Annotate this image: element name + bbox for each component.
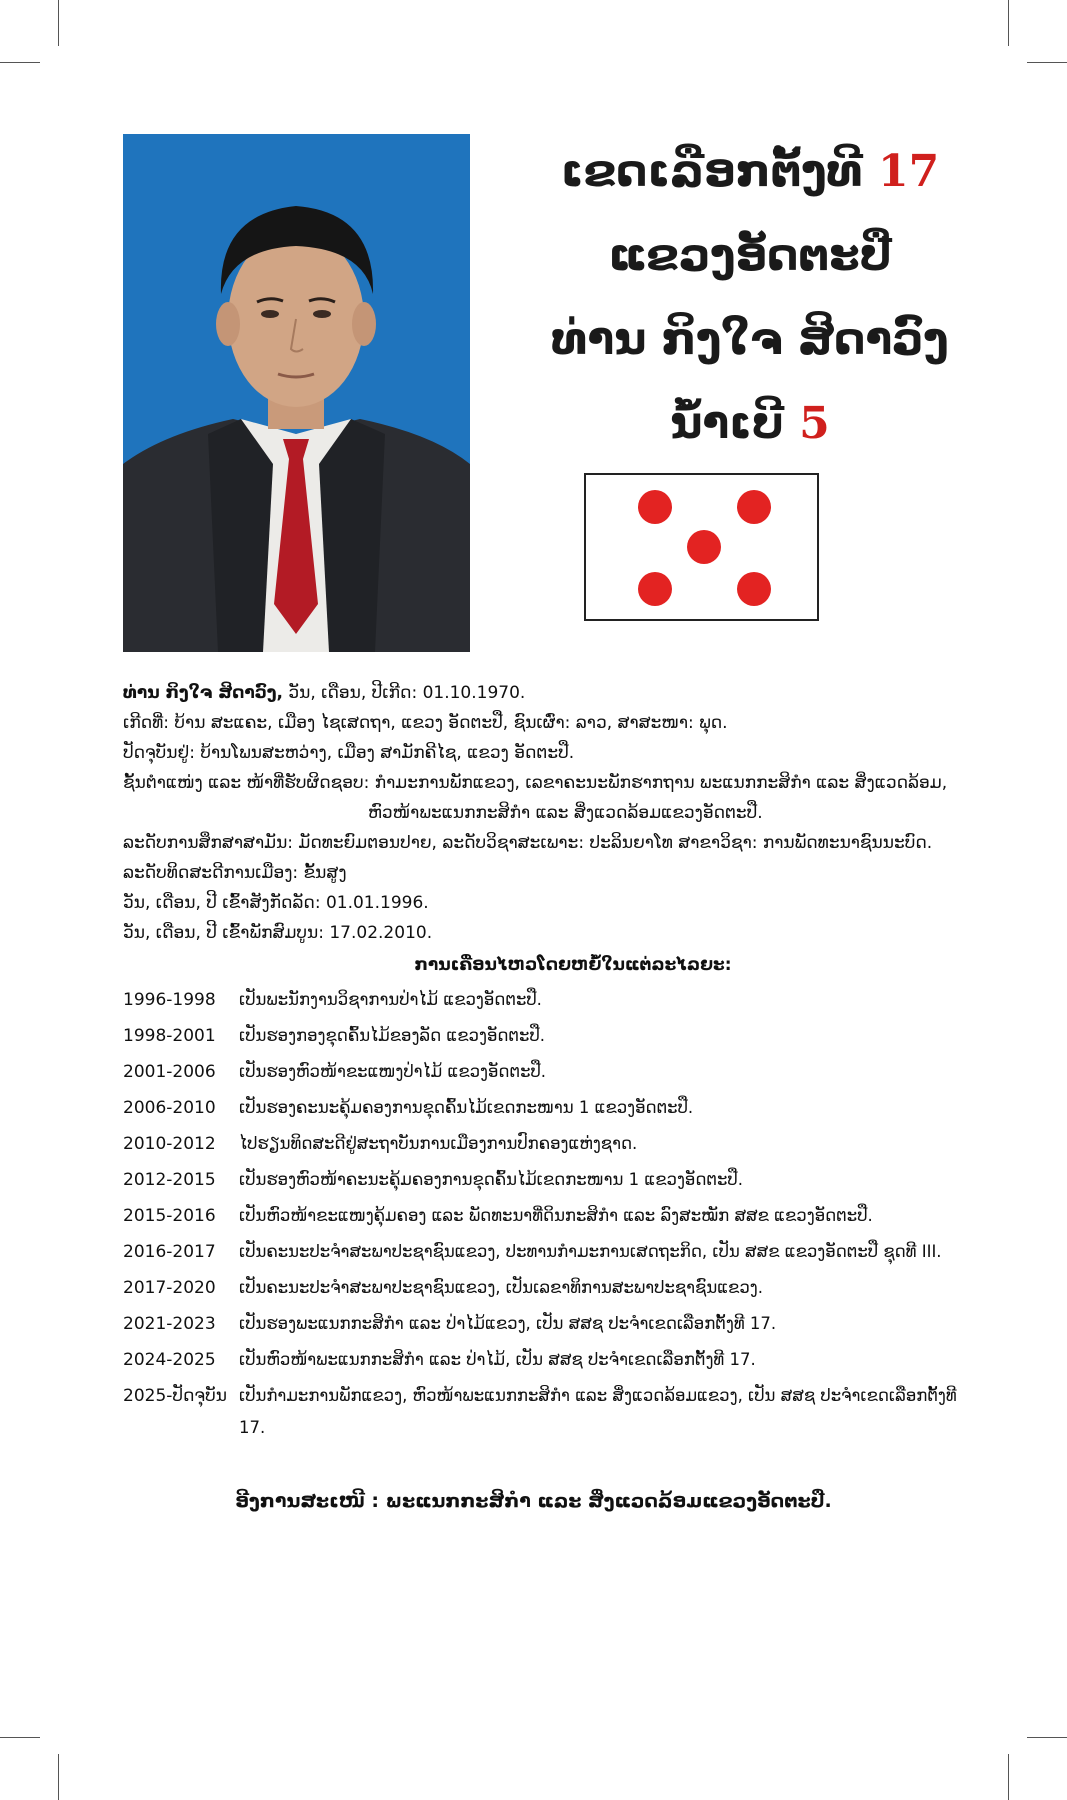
history-years: 2016-2017 bbox=[123, 1242, 216, 1262]
bio-position: ຊັ້ນຕໍາແໜ່ງ ແລະ ໜ້າທີ່ຮັບຜິດຊອບ: ກໍາມະການພັກແຂວງ, ເລຂາຄະນະພັກຮາກຖານ ພະແນກກະສິກໍາ ແລະ ສິ່ງແວດລ້ອມ, bbox=[123, 773, 948, 793]
history-years: 2001-2006 bbox=[123, 1062, 216, 1082]
crop-mark bbox=[1008, 1754, 1009, 1800]
history-years: 2025-ປັດຈຸບັນ bbox=[123, 1386, 227, 1406]
history-text: ເປັນຮອງຫົວໜ້າຄະນະຄຸ້ມຄອງການຂຸດຄົ້ນໄມ້ເຂດກະໜານ 1 ແຂວງອັດຕະປື. bbox=[239, 1170, 743, 1189]
history-row bbox=[123, 1018, 963, 1054]
history-row bbox=[123, 1306, 963, 1342]
constituency-label: ເຂດເລືອກຕັ້ງທີ bbox=[560, 146, 863, 197]
candidate-portrait bbox=[123, 134, 470, 652]
history-text: ໄປຮຽນທິດສະດີຢູ່ສະຖາບັນການເມືອງການປົກຄອງແຫ່ງຊາດ. bbox=[239, 1134, 638, 1153]
history-text: ເປັນກໍາມະການພັກແຂວງ, ຫົວໜ້າພະແນກກະສິກໍາ ແລະ ສິ່ງແວດລ້ອມແຂວງ, ເປັນ ສສຊ ປະຈໍາເຂດເລືອກຕັ້ງທີ 17. bbox=[239, 1386, 957, 1437]
history-years: 1996-1998 bbox=[123, 990, 216, 1010]
ballot-dot bbox=[638, 490, 672, 524]
history-row bbox=[123, 1378, 963, 1444]
bio-dob: ວັນ, ເດືອນ, ປີເກີດ: 01.10.1970. bbox=[282, 683, 526, 703]
crop-mark bbox=[0, 62, 40, 63]
history-text: ເປັນຮອງຄະນະຄຸ້ມຄອງການຂຸດຄົ້ນໄມ້ເຂດກະໜານ 1 ແຂວງອັດຕະປື. bbox=[239, 1098, 694, 1117]
bio-residence: ປັດຈຸບັນຢູ່: ບ້ານໂພນສະຫວ່າງ, ເມືອງ ສາມັກຄີໄຊ, ແຂວງ ອັດຕະປື. bbox=[123, 743, 575, 763]
bio-political-level: ລະດັບທິດສະດີການເມືອງ: ຂັ້ນສູງ bbox=[123, 863, 347, 883]
biography bbox=[123, 678, 963, 1444]
bio-position-cont: ຫົວໜ້າພະແນກກະສິກໍາ ແລະ ສິ່ງແວດລ້ອມແຂວງອັດຕະປື. bbox=[368, 803, 763, 823]
constituency-title bbox=[520, 130, 980, 214]
bio-joined-party: ວັນ, ເດືອນ, ປີ ເຂົ້າພັກສົມບູນ: 17.02.2010. bbox=[123, 923, 433, 943]
history-row bbox=[123, 1234, 963, 1270]
crop-mark bbox=[1027, 1737, 1067, 1738]
candidate-number: 5 bbox=[799, 398, 830, 449]
ballot-dot bbox=[737, 490, 771, 524]
bio-name-line bbox=[123, 678, 963, 708]
history-years: 2012-2015 bbox=[123, 1170, 216, 1190]
crop-mark bbox=[1027, 62, 1067, 63]
number-label: ນໍ້າເບີ bbox=[670, 398, 784, 449]
history-row bbox=[123, 1126, 963, 1162]
candidate-name-title: ທ່ານ ກິງໃຈ ສິດາວົງ bbox=[551, 314, 949, 365]
crop-mark bbox=[58, 1754, 59, 1800]
bio-education: ລະດັບການສຶກສາສາມັນ: ມັດທະຍົມຕອນປາຍ, ລະດັບວິຊາສະເພາະ: ປະລິນຍາໂທ ສາຂາວິຊາ: ການພັດທະນາຊົນນະບົດ. bbox=[123, 833, 933, 853]
history-years: 2021-2023 bbox=[123, 1314, 216, 1334]
candidate-header bbox=[520, 130, 980, 466]
province-title: ແຂວງອັດຕະປື bbox=[608, 230, 892, 281]
history-text: ເປັນຄະນະປະຈໍາສະພາປະຊາຊົນແຂວງ, ເປັນເລຂາທິການສະພາປະຊາຊົນແຂວງ. bbox=[239, 1278, 763, 1297]
history-row bbox=[123, 1198, 963, 1234]
history-row bbox=[123, 1054, 963, 1090]
history-heading: ການເຄື່ອນໄຫວໂດຍຫຍໍ້ໃນແຕ່ລະໄລຍະ: bbox=[414, 955, 732, 975]
history-text: ເປັນຄະນະປະຈໍາສະພາປະຊາຊົນແຂວງ, ປະທານກໍາມະການເສດຖະກິດ, ເປັນ ສສຂ ແຂວງອັດຕະປື ຊຸດທີ III. bbox=[239, 1242, 942, 1261]
crop-mark bbox=[1008, 0, 1009, 46]
bio-joined-state: ວັນ, ເດືອນ, ປີ ເຂົ້າສັງກັດລັດ: 01.01.1996. bbox=[123, 893, 429, 913]
candidate-number-title bbox=[520, 382, 980, 466]
history-text: ເປັນຮອງຫົວໜ້າຂະແໜງປ່າໄມ້ ແຂວງອັດຕະປື. bbox=[239, 1062, 547, 1081]
history-row bbox=[123, 982, 963, 1018]
constituency-number: 17 bbox=[877, 146, 940, 197]
history-row bbox=[123, 1162, 963, 1198]
ballot-dot bbox=[687, 530, 721, 564]
history-text: ເປັນຮອງພະແນກກະສິກໍາ ແລະ ປ່າໄມ້ແຂວງ, ເປັນ ສສຊ ປະຈໍາເຂດເລືອກຕັ້ງທີ 17. bbox=[239, 1314, 777, 1333]
history-text: ເປັນພະນັກງານວິຊາການປ່າໄມ້ ແຂວງອັດຕະປື. bbox=[239, 990, 542, 1009]
history-years: 2010-2012 bbox=[123, 1134, 216, 1154]
bio-name: ທ່ານ ກິງໃຈ ສິດາວົງ, bbox=[123, 683, 283, 703]
history-row bbox=[123, 1090, 963, 1126]
bio-birthplace: ເກີດທີ່: ບ້ານ ສະແຄະ, ເມືອງ ໄຊເສດຖາ, ແຂວງ ອັດຕະປື, ຊົນເຜົ່າ: ລາວ, ສາສະໜາ: ພຸດ. bbox=[123, 713, 728, 733]
history-row bbox=[123, 1342, 963, 1378]
history-years: 2006-2010 bbox=[123, 1098, 216, 1118]
history-years: 2017-2020 bbox=[123, 1278, 216, 1298]
crop-mark bbox=[0, 1737, 40, 1738]
history-years: 2015-2016 bbox=[123, 1206, 216, 1226]
crop-mark bbox=[58, 0, 59, 46]
history-years: 1998-2001 bbox=[123, 1026, 216, 1046]
history-list bbox=[123, 982, 963, 1444]
ballot-number-box bbox=[584, 473, 819, 621]
footer-source: ອີງການສະເໜີ : ພະແນກກະສິກໍາ ແລະ ສິ່ງແວດລ້ອມແຂວງອັດຕະປື. bbox=[235, 1490, 832, 1512]
ballot-dot bbox=[638, 572, 672, 606]
history-text: ເປັນຫົວໜ້າຂະແໜງຄຸ້ມຄອງ ແລະ ພັດທະນາທີ່ດິນກະສິກໍາ ແລະ ລົງສະໝັກ ສສຂ ແຂວງອັດຕະປື. bbox=[239, 1206, 873, 1225]
history-text: ເປັນຫົວໜ້າພະແນກກະສິກໍາ ແລະ ປ່າໄມ້, ເປັນ ສສຊ ປະຈໍາເຂດເລືອກຕັ້ງທີ 17. bbox=[239, 1350, 756, 1369]
history-years: 2024-2025 bbox=[123, 1350, 216, 1370]
ballot-dot bbox=[737, 572, 771, 606]
history-row bbox=[123, 1270, 963, 1306]
history-text: ເປັນຮອງກອງຂຸດຄົ້ນໄມ້ຂອງລັດ ແຂວງອັດຕະປື. bbox=[239, 1026, 546, 1045]
